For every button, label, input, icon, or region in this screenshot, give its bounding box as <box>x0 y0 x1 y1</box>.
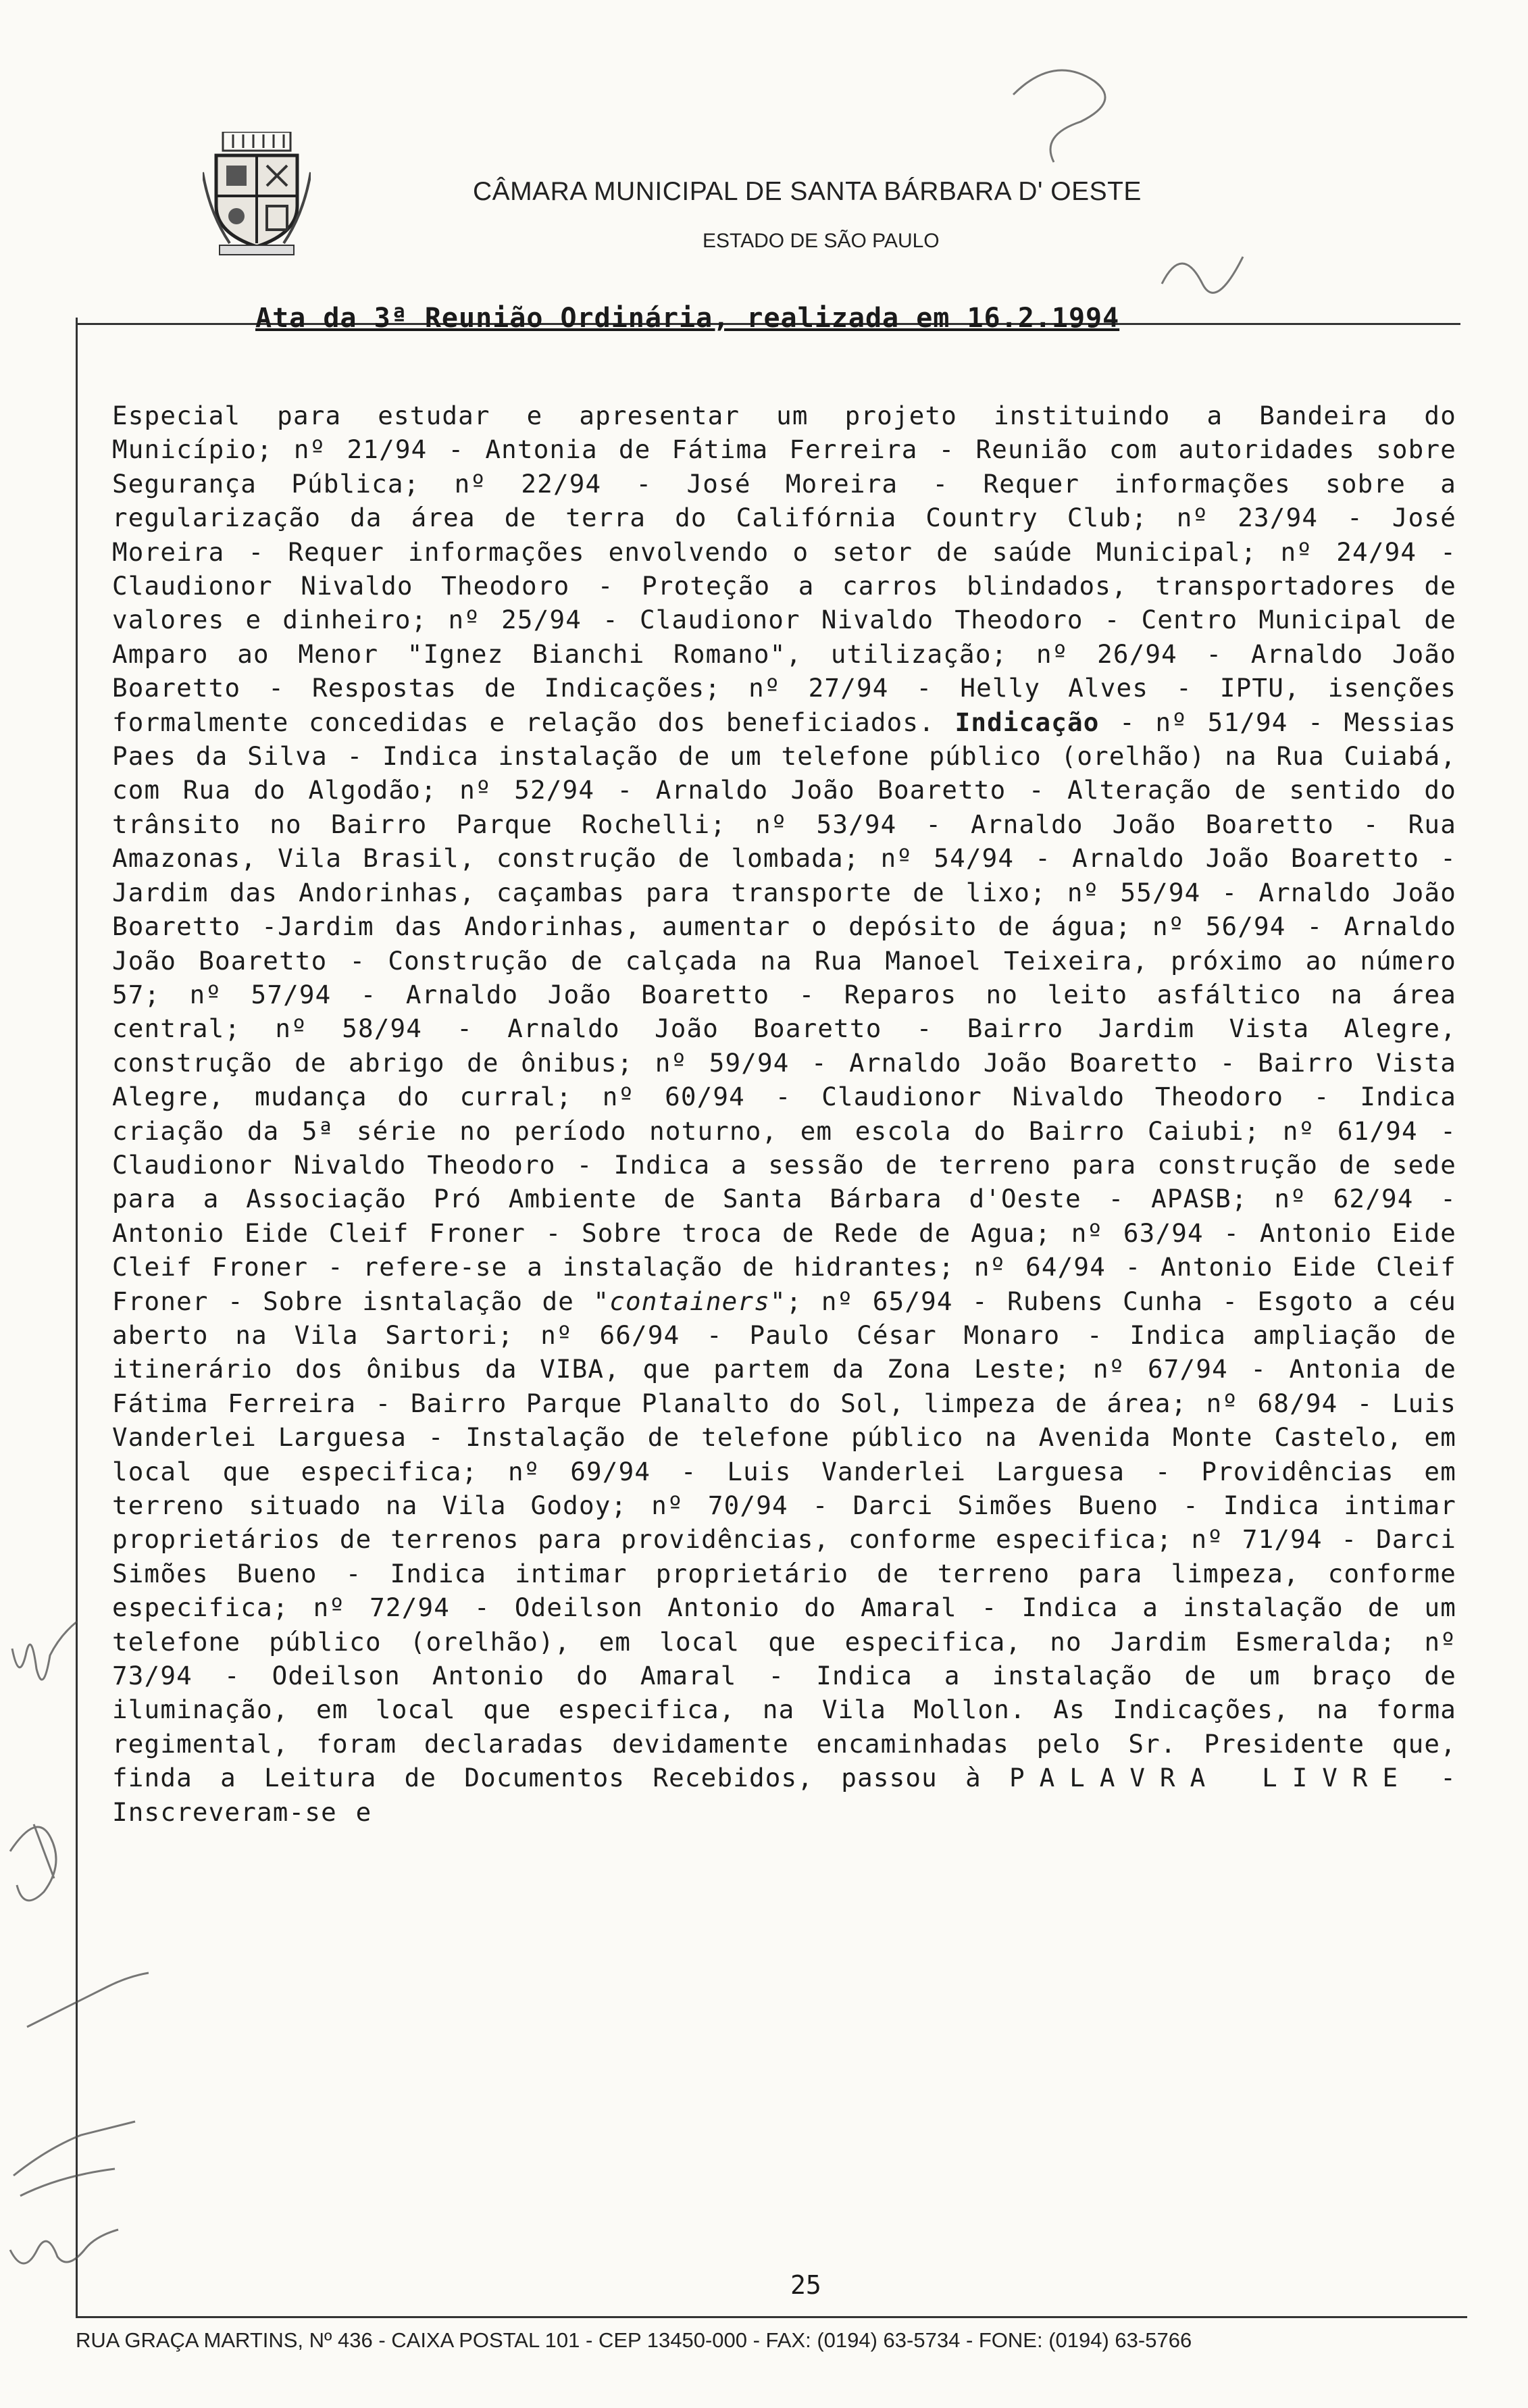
indicacao-label: Indicação <box>954 707 1100 737</box>
containers-term: "containers" <box>593 1286 786 1316</box>
palavra-livre-heading: PALAVRA LIVRE <box>1009 1763 1413 1793</box>
state-name: ESTADO DE SÃO PAULO <box>703 230 940 252</box>
institution-name: CÂMARA MUNICIPAL DE SANTA BÁRBARA D' OESTE <box>473 177 1142 206</box>
signature-mark-2 <box>10 1824 56 1901</box>
body-paragraph-closing: - Inscreveram-se e <box>112 1763 1456 1827</box>
left-margin-rule <box>76 318 78 2317</box>
body-paragraph-indicacoes: - nº 51/94 - Messias Paes da Silva - Indica instalação de um telefone público (orelhão) na Rua Cuiabá, com Rua do Algodão; nº 52/94 - Arnaldo João Boaretto - Alteração de sentido do trânsito no Bairro Parque Rochelli; nº 53/94 - Arnaldo João Boaretto - Rua Amazonas, Vila Brasil, construção de lombada; nº 54/94 - Arnaldo João Boaretto - Jardim das Andorinhas, caçambas para transporte de lixo; nº 55/94 - Arnaldo João Boaretto -Jardim das Andorinhas, aumentar o depósito de água; nº 56/94 - Arnaldo João Boaretto - Construção de calçada na Rua Manoel Teixeira, próximo ao número 57; nº 57/94 - Arnaldo João Boaretto - Reparos no leito asfáltico na área central; nº 58/94 - Arnaldo João Boaretto - Bairro Jardim Vista Alegre, construção de abrigo de ônibus; nº 59/94 - Arnaldo João Boaretto - Bairro Vista Alegre, mudança do curral; nº 60/94 - Claudionor Nivaldo Theodoro - Indica criação da 5ª série no período noturno, em escola do Bairro Caiubi; nº 61/94 - Claudionor Nivaldo Theodoro - Indica a sessão de terreno para construção de sede para a Associação Pró Ambiente de Santa Bárbara d'Oeste - APASB; nº 62/94 - Antonio Eide Cleif Froner - Sobre troca de Rede de Agua; nº 63/94 - Antonio Eide Cleif Froner - refere-se a instalação de hidrantes; nº 64/94 - Antonio Eide Cleif Froner - Sobre isntalação de <box>112 707 1456 1316</box>
body-paragraph-indicacoes-cont: ; nº 65/94 - Rubens Cunha - Esgoto a céu aberto na Vila Sartori; nº 66/94 - Paulo César Monaro - Indica ampliação de itinerário dos ônibus da VIBA, que partem da Zona Leste; nº 67/94 - Antonia de Fátima Ferreira - Bairro Parque Planalto do Sol, limpeza de área; nº 68/94 - Luis Vanderlei Larguesa - Instalação de telefone público na Avenida Monte Castelo, em local que especifica; nº 69/94 - Luis Vanderlei Larguesa - Providências em terreno situado na Vila Godoy; nº 70/94 - Darci Simões Bueno - Indica intimar proprietários de terrenos para providências, conforme especifica; nº 71/94 - Darci Simões Bueno - Indica intimar proprietário de terreno para limpeza, conforme especifica; nº 72/94 - Odeilson Antonio do Amaral - Indica a instalação de um telefone público (orelhão), em local que especifica, no Jardim Esmeralda; nº 73/94 - Odeilson Antonio do Amaral - Indica a instalação de um braço de iluminação, em local que especifica, na Vila Mollon. As Indicações, na forma regimental, foram declaradas devidamente encaminhadas pelo Sr. Presidente que, finda a Leitura de Documentos Recebidos, passou à <box>112 1286 1457 1793</box>
signature-mark-1 <box>12 1622 77 1680</box>
signature-mark-5 <box>10 2230 118 2263</box>
municipal-crest-icon <box>203 132 311 257</box>
minutes-title: Ata da 3ª Reunião Ordinária, realizada em 16.2.1994 <box>255 303 1120 334</box>
footer-address: RUA GRAÇA MARTINS, Nº 436 - CAIXA POSTAL 101 - CEP 13450-000 - FAX: (0194) 63-5734 - FONE: (0194) 63-5766 <box>76 2328 1192 2352</box>
body-paragraph-requerimentos: Especial para estudar e apresentar um projeto instituindo a Bandeira do Município; nº 21/94 - Antonia de Fátima Ferreira - Reunião com autoridades sobre Segurança Pública; nº 22/94 - José Moreira - Requer informações sobre a regularização da área de terra do Califórnia Country Club; nº 23/94 - José Moreira - Requer informações envolvendo o setor de saúde Municipal; nº 24/94 - Claudionor Nivaldo Theodoro - Proteção a carros blindados, transportadores de valores e dinheiro; nº 25/94 - Claudionor Nivaldo Theodoro - Centro Municipal de Amparo ao Menor "Ignez Bianchi Romano", utilização; nº 26/94 - Arnaldo João Boaretto - Respostas de Indicações; nº 27/94 - Helly Alves - IPTU, isenções formalmente concedidas e relação dos beneficiados. <box>112 401 1456 737</box>
page-number: 25 <box>790 2270 821 2300</box>
footer-rule <box>76 2316 1467 2318</box>
minutes-body <box>112 399 1456 2216</box>
